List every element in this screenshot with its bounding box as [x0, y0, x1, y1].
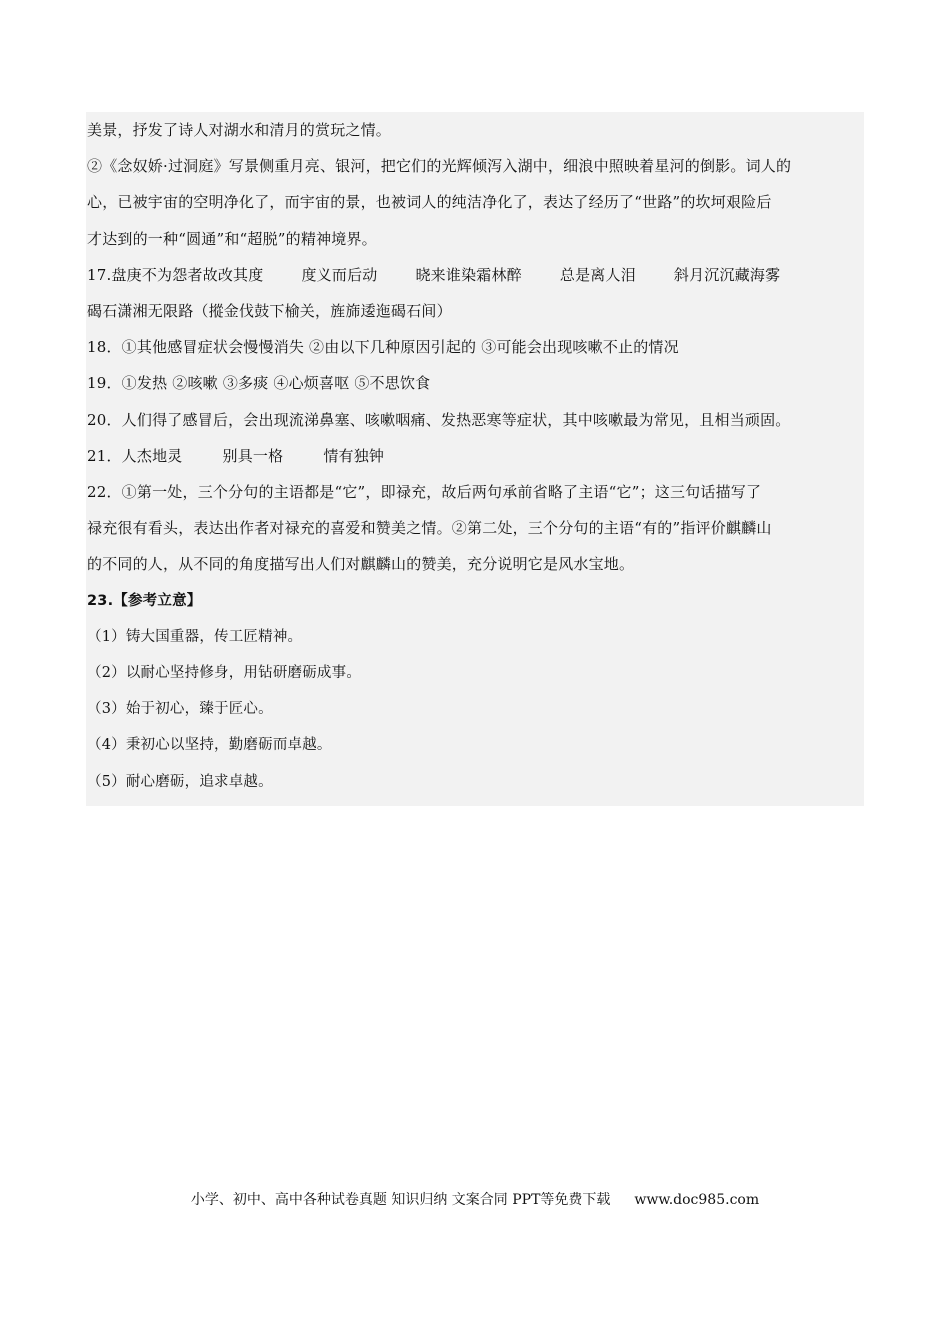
answer-21-item: 别具一格 [222, 446, 284, 465]
answer-17-item: 斜月沉沉藏海雾 [673, 265, 781, 284]
answer-17-line-2: 碣石潇湘无限路（摐金伐鼓下榆关，旌旆逶迤碣石间） [87, 302, 452, 321]
answer-21-item: 21．人杰地灵 [87, 446, 183, 465]
answer-23-item-1: （1）铸大国重器，传工匠精神。 [87, 628, 303, 645]
answer-22-line-3: 的不同的人，从不同的角度描写出人们对麒麟山的赞美，充分说明它是风水宝地。 [87, 555, 635, 574]
answer-23-item-4: （4）秉初心以坚持，勤磨砺而卓越。 [87, 737, 332, 754]
answer-17-item: 17.盘庚不为怨者故改其度 [87, 265, 264, 284]
answer-17-item: 晓来谁染霜林醉 [415, 265, 522, 284]
answer-22-line-1: 22．①第一处，三个分句的主语都是“它”，即禄充，故后两句承前省略了主语“它”；这三句话描写了 [87, 483, 762, 502]
answer-17-item: 总是离人泪 [559, 265, 636, 284]
answer-16-line-1: 美景，抒发了诗人对湖水和清月的赏玩之情。 [87, 121, 392, 139]
answer-23-heading: 23.【参考立意】 [87, 592, 202, 609]
answer-21 [86, 438, 864, 474]
answer-23-item-3: （3）始于初心，臻于匠心。 [87, 701, 273, 718]
answer-23-item-5: （5）耐心磨砺，追求卓越。 [87, 773, 273, 790]
footer-url: www.doc985.com [634, 1192, 760, 1208]
answer-23-item-2: （2）以耐心坚持修身，用钻研磨砺成事。 [87, 665, 362, 682]
answer-16-line-2: ②《念奴娇·过洞庭》写景侧重月亮、银河，把它们的光辉倾泻入湖中，细浪中照映着星河的倒影。词人的 [87, 157, 792, 176]
answer-16-line-4: 才达到的一种“圆通”和“超脱”的精神境界。 [87, 229, 377, 248]
answer-21-item: 情有独钟 [323, 446, 385, 465]
page-footer [0, 1190, 950, 1210]
footer-text: 小学、初中、高中各种试卷真题 知识归纳 文案合同 PPT等免费下载 [190, 1192, 611, 1208]
answer-17-item: 度义而后动 [301, 265, 378, 284]
answer-17-line-1 [86, 257, 864, 293]
answer-20: 20．人们得了感冒后，会出现流涕鼻塞、咳嗽咽痛、发热恶寒等症状，其中咳嗽最为常见，且相当顽固。 [87, 410, 791, 429]
answer-18: 18．①其他感冒症状会慢慢消失 ②由以下几种原因引起的 ③可能会出现咳嗽不止的情况 [87, 338, 679, 357]
answer-19: 19．①发热 ②咳嗽 ③多痰 ④心烦喜呕 ⑤不思饮食 [87, 374, 431, 393]
answer-16-line-3: 心，已被宇宙的空明净化了，而宇宙的景，也被词人的纯洁净化了，表达了经历了“世路”的坎坷艰险后 [87, 193, 772, 212]
answer-content [86, 112, 864, 806]
answer-22-line-2: 禄充很有看头，表达出作者对禄充的喜爱和赞美之情。②第二处，三个分句的主语“有的”指评价麒麟山 [87, 519, 772, 538]
